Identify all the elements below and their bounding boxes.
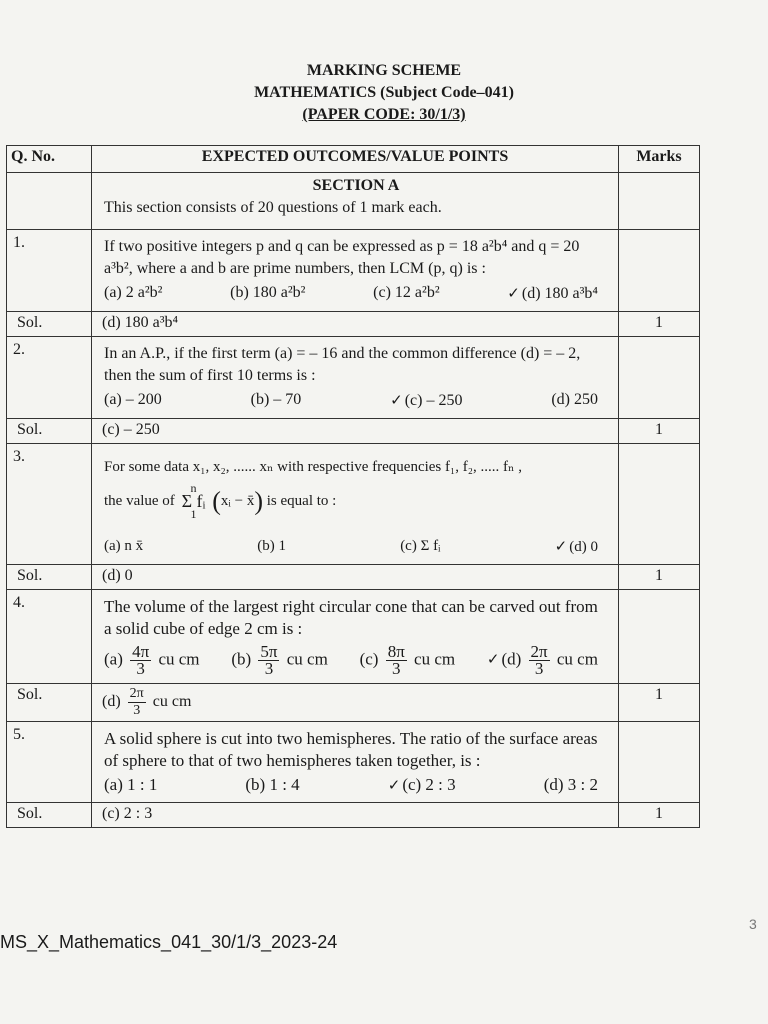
options-list bbox=[104, 644, 608, 677]
option-c: (c) $\frac{8\pi}{3}$ cu cm bbox=[359, 642, 456, 678]
table-header-row bbox=[7, 146, 700, 173]
option-b: (b) 180 a²b² bbox=[230, 284, 306, 301]
option-a: (a) 1 : 1 bbox=[104, 775, 158, 794]
option-b: (b) $\frac{5\pi}{3}$ cu cm bbox=[231, 642, 328, 678]
solution-text: (c) 2 : 3 bbox=[92, 803, 619, 828]
question-number: 4. bbox=[7, 590, 92, 684]
check-mark-icon: ✓ bbox=[486, 650, 500, 669]
options-list bbox=[104, 535, 608, 558]
options-list bbox=[104, 774, 608, 796]
question-row-5 bbox=[7, 722, 700, 803]
option-a: (a) – 200 bbox=[104, 391, 162, 408]
option-c: (c) – 250 bbox=[404, 392, 463, 409]
option-d: (d) 3 : 2 bbox=[543, 775, 598, 794]
sigma-symbol: Σ fᵢ bbox=[181, 491, 206, 511]
section-a-row bbox=[7, 173, 700, 230]
question-number: 1. bbox=[7, 230, 92, 312]
sol-label: Sol. bbox=[7, 312, 92, 337]
document-header bbox=[0, 60, 768, 126]
question-number: 2. bbox=[7, 337, 92, 419]
title-marking-scheme: MARKING SCHEME bbox=[306, 62, 462, 79]
marks-value: 1 bbox=[619, 684, 700, 722]
question-row-3 bbox=[7, 444, 700, 565]
question-row-1 bbox=[7, 230, 700, 312]
question-text: The volume of the largest right circular cone that can be carved out from a solid cube of edge 2 cm is : bbox=[104, 597, 598, 638]
question-text: A solid sphere is cut into two hemispheres. The ratio of the surface areas of sphere to that of two hemispheres taken together, is : bbox=[104, 729, 598, 770]
check-mark-icon: ✓ bbox=[507, 284, 520, 302]
solution-text: (d) 180 a³b⁴ bbox=[92, 312, 619, 337]
solution-row-4 bbox=[7, 684, 700, 722]
question-text: For some data x₁, x₂, ...... xₙ with respective frequencies f₁, f₂, ..... fₙ , bbox=[104, 459, 522, 475]
option-b: (b) – 70 bbox=[250, 391, 302, 408]
marks-value: 1 bbox=[619, 565, 700, 590]
marks-value: 1 bbox=[619, 312, 700, 337]
question-text: In an A.P., if the first term (a) = – 16 and the common difference (d) = – 2, then the sum of first 10 terms is : bbox=[104, 345, 581, 384]
section-description: This section consists of 20 questions of 1 mark each. bbox=[104, 199, 442, 216]
option-b: (b) 1 bbox=[257, 538, 287, 554]
question-row-2 bbox=[7, 337, 700, 419]
option-a: (a) $\frac{4\pi}{3}$ cu cm bbox=[104, 642, 200, 678]
sol-label: Sol. bbox=[7, 565, 92, 590]
sol-label: Sol. bbox=[7, 419, 92, 444]
check-mark-icon: ✓ bbox=[387, 776, 401, 794]
question-number: 5. bbox=[7, 722, 92, 803]
options-list bbox=[104, 389, 608, 412]
col-header-outcomes: EXPECTED OUTCOMES/VALUE POINTS bbox=[92, 146, 619, 173]
solution-row-3 bbox=[7, 565, 700, 590]
option-c: (c) Σ fᵢ bbox=[400, 538, 441, 554]
solution-text: (d) 0 bbox=[92, 565, 619, 590]
section-title: SECTION A bbox=[312, 177, 400, 194]
question-number: 3. bbox=[7, 444, 92, 565]
option-d: (d) 250 bbox=[551, 391, 598, 408]
sol-label: Sol. bbox=[7, 803, 92, 828]
col-header-qno: Q. No. bbox=[7, 146, 92, 173]
document-footer: MS_X_Mathematics_041_30/1/3_2023-24 bbox=[0, 932, 338, 952]
title-paper-code: (PAPER CODE: 30/1/3) bbox=[302, 106, 466, 123]
page-number: 3 bbox=[749, 916, 757, 932]
option-d: (d) 180 a³b⁴ bbox=[521, 285, 598, 302]
option-b: (b) 1 : 4 bbox=[245, 775, 300, 794]
options-list bbox=[104, 282, 608, 305]
marking-table bbox=[6, 145, 700, 828]
question-row-4 bbox=[7, 590, 700, 684]
solution-row-2 bbox=[7, 419, 700, 444]
title-subject: MATHEMATICS (Subject Code–041) bbox=[254, 84, 514, 101]
option-a: (a) n x̄ bbox=[104, 538, 144, 554]
option-a: (a) 2 a²b² bbox=[104, 284, 163, 301]
solution-text: (d) $\frac{2\pi}{3}$ cu cm bbox=[92, 684, 619, 722]
option-d: (d) 0 bbox=[569, 539, 598, 555]
solution-text: (c) – 250 bbox=[92, 419, 619, 444]
question-expression: the value of n Σ fᵢ 1 (xᵢ − x̄) is equal to : bbox=[104, 481, 337, 521]
solution-row-1 bbox=[7, 312, 700, 337]
option-c: (c) 12 a²b² bbox=[373, 284, 440, 301]
solution-row-5 bbox=[7, 803, 700, 828]
option-d: ✓ (d) $\frac{2\pi}{3}$ cu cm bbox=[486, 642, 598, 678]
question-text: If two positive integers p and q can be expressed as p = 18 a²b⁴ and q = 20 a³b², where a and b are prime numbers, then LCM (p, q) is : bbox=[104, 238, 580, 277]
sol-label: Sol. bbox=[7, 684, 92, 722]
col-header-marks: Marks bbox=[619, 146, 700, 173]
marks-value: 1 bbox=[619, 803, 700, 828]
option-c: (c) 2 : 3 bbox=[402, 775, 456, 794]
check-mark-icon: ✓ bbox=[554, 537, 568, 555]
check-mark-icon: ✓ bbox=[390, 391, 403, 409]
marks-value: 1 bbox=[619, 419, 700, 444]
